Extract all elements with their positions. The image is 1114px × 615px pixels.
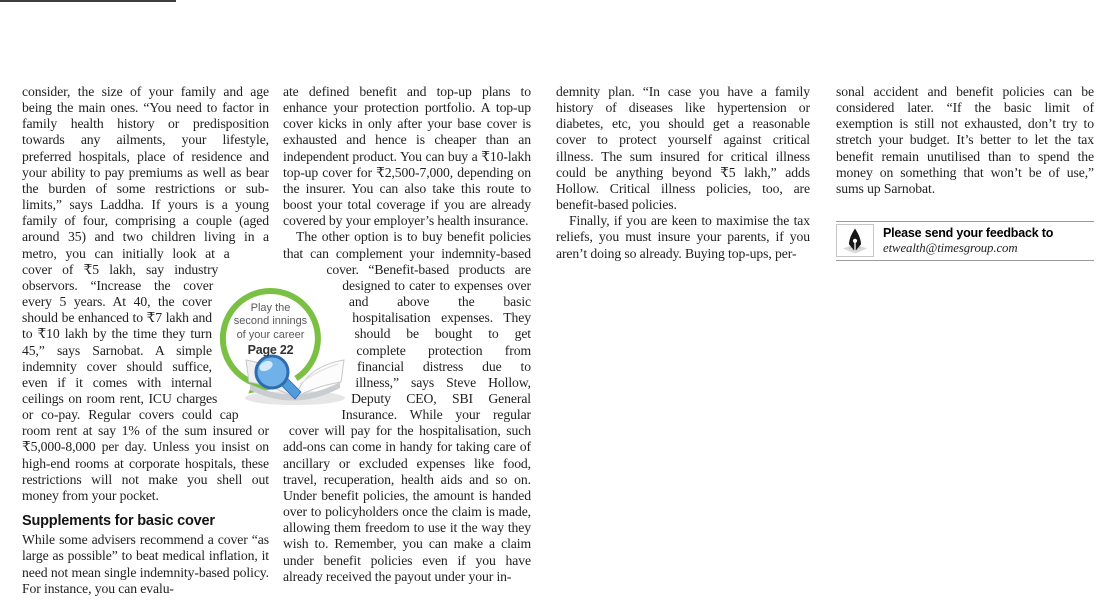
body-paragraph: consider, the size of your family and age being the main ones. “You need to factor in family health history or predisposition towards any ailments, your lifestyle, preferred hospitals, place of residence and your ability to pay premiums as well as bear the burden of some restrictions or sub-limits,” says Laddha. If yours is a young family of four, comprising a couple (aged around 35) and two children living in a metro, you can initially look at a cover of ₹5 lakh, say industry observors. “Increase the cover every 5 years. At 40, the cover should be enhanced to ₹7 lakh and to ₹10 lakh by the time they turn 45,” says Sarnobat. A simple indemnity cover should suffice, even if it comes with internal ceilings on room rent, ICU charges or co-pay. Regular covers could cap room rent at say 1% of the sum insured or ₹5,000-8,000 per day. Unless you insist on high-end rooms at corporate hospitals, these restrictions will not make you shell out money from your pocket. <box>22 84 269 503</box>
feedback-strip <box>836 221 1094 261</box>
promo-line: Play the <box>250 302 291 314</box>
pen-nib-icon <box>836 224 874 257</box>
article-column-3 <box>556 84 810 262</box>
section-heading: Supplements for basic cover <box>22 513 215 530</box>
body-paragraph: demnity plan. “In case you have a family history of diseases like hypertension or diabetes, etc, you should get a reasonable cover to protect yourself against critical illness. The sum insured for critical illness could be anything beyond ₹5 lakh,” adds Hollow. Critical illness policies, too, are benefit-based policies. <box>556 84 810 213</box>
body-paragraph: sonal accident and benefit policies can be considered later. “If the basic limit of exemption is still not exhausted, don’t try to stretch your budget. It’s better to let the tax benefit remain unutilised than to spend the money on something that won’t be of use,” sums up Sarnobat. <box>836 84 1094 196</box>
promo-pointer <box>198 272 350 422</box>
promo-text <box>206 302 335 358</box>
body-paragraph: The other option is to buy benefit policies that can complement your indemnity-based cover. “Benefit-based products are designed to cater to expenses over and above the basic hospitalisation expenses. They should be bought to get complete protection from financial distress due to illness,” says Steve Hollow, Deputy CEO, SBI General Insurance. While your regular cover will pay for the hospitalisation, such add-ons can come in handy for taking care of ancillary or excluded expenses like food, travel, recuperation, health aids and so on. Under benefit policies, the amount is handed over to policyholders once the claim is made, allowing them freedom to use it the way they wish to. Remember, you can make a claim under benefit policies even if you have already received the payout under your in- <box>283 229 531 584</box>
book-magnifier-icon <box>245 356 345 405</box>
body-paragraph: While some advisers recommend a cover “as large as possible” to beat medical inflation, it need not mean single indemnity-based policy. For instance, you can evalu- <box>22 532 269 596</box>
feedback-email-link[interactable]: etwealth@timesgroup.com <box>883 241 1018 256</box>
feedback-title: Please send your feedback to <box>883 226 1054 241</box>
promo-page-ref: Page 22 <box>247 343 294 358</box>
promo-line: second innings <box>233 315 308 328</box>
body-paragraph: ate defined benefit and top-up plans to enhance your protection portfolio. A top-up cover kicks in only after your base cover is exhausted and hence is cheaper than an independent product. You can buy a ₹10-lakh top-up cover for ₹2,500-7,000, depending on the insurer. You can also take this route to boost your total coverage if you are already covered by your employer’s health insurance. <box>283 84 531 229</box>
body-paragraph: Finally, if you are keen to maximise the tax reliefs, you must insure your parents, if you aren’t doing so already. Buying top-ups, per- <box>556 213 810 261</box>
article-column-4 <box>836 84 1094 261</box>
promo-line: of your career <box>236 328 305 341</box>
page-edge-mark <box>0 0 176 2</box>
